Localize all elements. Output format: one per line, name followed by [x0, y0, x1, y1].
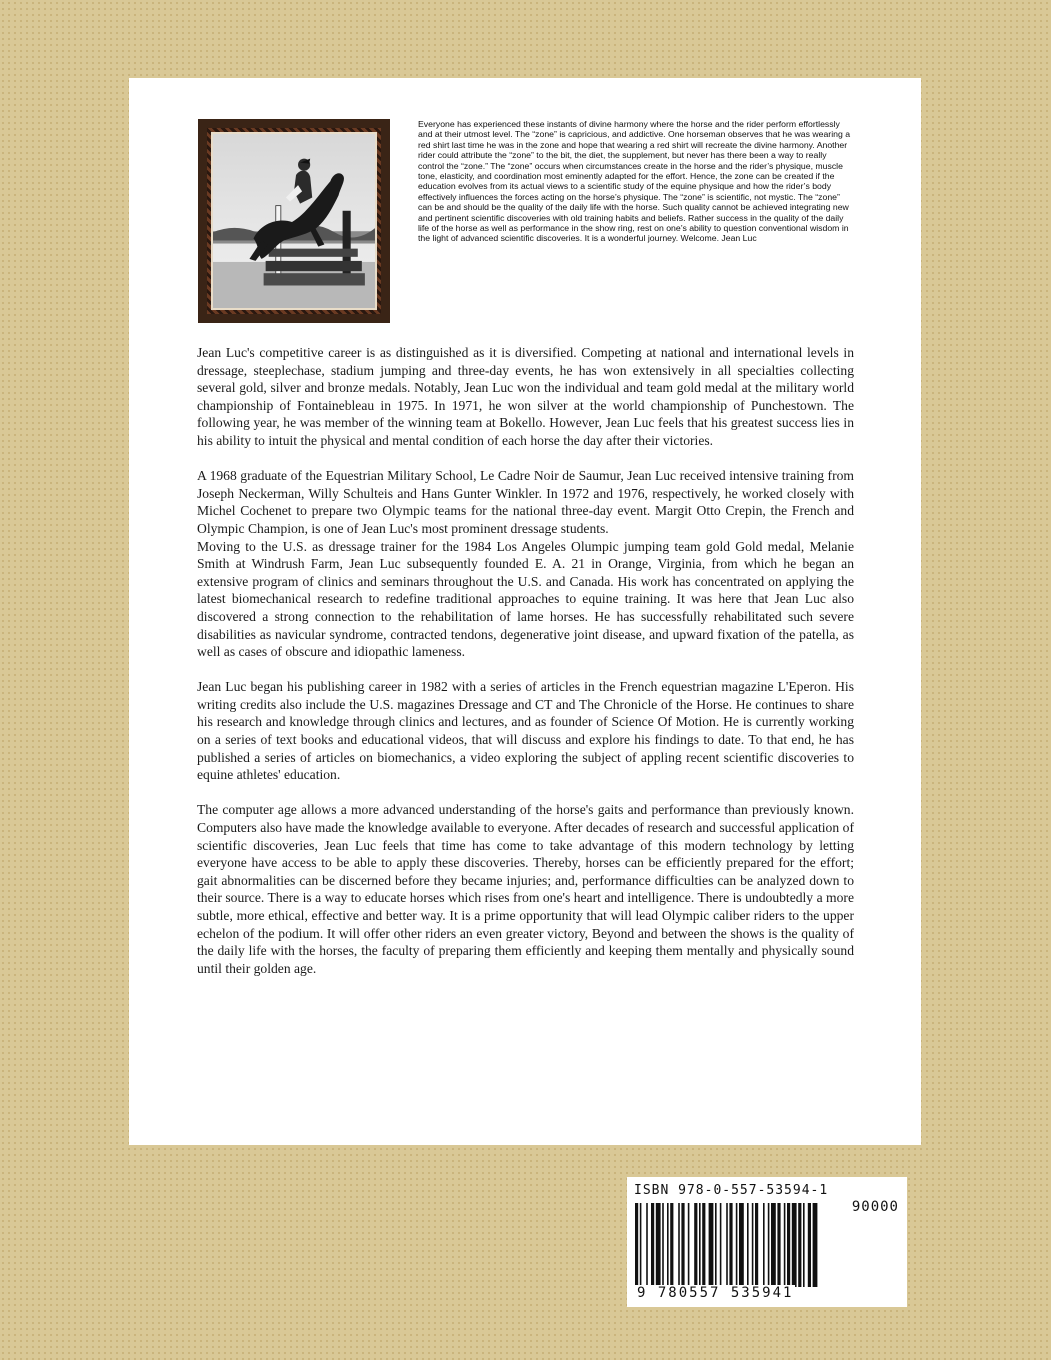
barcode-bar — [736, 1203, 738, 1287]
barcode-bar — [656, 1203, 661, 1287]
barcode-bar — [667, 1203, 669, 1287]
barcode-bars — [635, 1203, 891, 1287]
barcode-bar — [726, 1203, 728, 1287]
barcode-bar — [715, 1203, 717, 1287]
barcode-bar — [803, 1203, 805, 1287]
barcode-bar — [699, 1203, 701, 1287]
barcode-bar — [640, 1203, 642, 1287]
biography — [197, 344, 854, 995]
photo — [211, 132, 377, 310]
barcode-bar — [688, 1203, 690, 1287]
barcode-bar — [755, 1203, 758, 1287]
barcode-bar — [752, 1203, 754, 1287]
barcode-bar — [720, 1203, 722, 1287]
barcode-bar — [777, 1203, 780, 1287]
barcode-bar — [784, 1203, 786, 1287]
barcode-bar — [694, 1203, 697, 1287]
price-code: 90000 — [851, 1199, 899, 1215]
paragraph-us-career: Moving to the U.S. as dressage trainer for the 1984 Los Angeles Olumpic jumping team gold Gold medal, Melanie Smith at Windrush Farm, Jean Luc subsequently founded E. A. 21 in Orange, Virginia, from which he began an extensive program of clinics and seminars throughout the U.S. and Canada. His work has concentrated on applying the latest biomechanical research to redefine traditional approaches to equine training. It was here that Jean Luc also discovered a strong connection to the rehabilitation of lame horses. He has successfully rehabilitated such severe disabilities as navicular syndrome, contracted tendons, degenerative joint disease, and upward fixation of the patella, as well as cases of obscure and idiopathic lameness. — [197, 538, 854, 660]
horse-jumping-photo-icon — [213, 134, 375, 308]
isbn-barcode — [627, 1177, 907, 1307]
barcode-bar — [787, 1203, 790, 1287]
barcode-bar — [798, 1203, 801, 1287]
barcode-bar — [729, 1203, 732, 1287]
isbn-digits: 9 780557 535941 — [637, 1285, 794, 1301]
barcode-bar — [747, 1203, 749, 1287]
photo-frame — [198, 119, 390, 323]
barcode-bar — [681, 1203, 684, 1287]
paragraph-competitive-career: Jean Luc's competitive career is as distinguished as it is diversified. Competing at national and international levels in dressage, steeplechase, stadium jumping and three-day events, he has won extensively in all specialties collecting several gold, silver and bronze medals. Notably, Jean Luc won the individual and team gold medal at the military world championship of Fontainebleau in 1975. In 1971, he won silver at the world championship of Punchestown. The following year, he was member of the winning team at Bokello. However, Jean Luc feels that his greatest success lies in his ability to intuit the physical and mental condition of each horse the day after their victories. — [197, 345, 854, 448]
barcode-bar — [662, 1203, 664, 1287]
barcode-bar — [646, 1203, 648, 1287]
barcode-bar — [763, 1203, 765, 1287]
barcode-bar — [792, 1203, 797, 1287]
barcode-bar — [771, 1203, 776, 1287]
paragraph-computer-age: The computer age allows a more advanced understanding of the horse's gaits and performance than previously known. Computers also have made the knowledge available to everyone. After decades of research and successful application of scientific discoveries, Jean Luc feels that time has come to take advantage of this modern technology by letting everyone have access to be able to apply these discoveries. Thereby, horses can be efficiently prepared for the effort; gait abnormalities can be discerned before they became injuries; and, performance difficulties can be analyzed down to their source. There is a way to educate horses which rises from one's heart and intelligence. There is undoubtedly a more subtle, more ethical, effective and better way. It is a prime opportunity that will lead Olympic caliber riders to the upper echelon of the podium. It will offer other riders an even greater victory, Beyond and between the shows is the quality of the daily life with the horses, the faculty of preparing them efficiently and keeping them mentally and physically sound until their golden age. — [197, 802, 854, 976]
author-quote: Everyone has experienced these instants of divine harmony where the horse and the rider perform effortlessly and at their utmost level. The “zone” is capricious, and addictive. One horseman observes that he was wearing a red shirt last time he was in the zone and hope that wearing a red shirt will recreate the divine harmony. Another rider could attribute the “zone” to the bit, the diet, the supplement, but never has there been a way to really control the “zone.” The “zone” occurs when circumstances create in the horse and the rider’s physique, muscle tone, elasticity, and coordination most eminently adapted for the effort. Hence, the zone can be created if the education evolves from its actual views to a scientific study of the equine physique and how the rider’s body effectively influences the forces acting on the horse’s physique. The “zone” is scientific, not mystic. The “zone” can be and should be the quality of the daily life with the horse. Such quality cannot be achieved integrating new and pertinent scientific discoveries with old training habits and beliefs. Rather success in the quality of the daily life of the horse as well as performance in the show ring, rest on one’s ability to question conventional wisdom in the light of advanced scientific discoveries. It is a wonderful journey. Welcome. Jean Luc — [418, 119, 851, 244]
paragraph-publishing: Jean Luc began his publishing career in 1982 with a series of articles in the French equestrian magazine L'Eperon. His writing credits also include the U.S. magazines Dressage and CT and The Chronicle of the Horse. He continues to share his research and knowledge through clinics and lectures, and as founder of Science Of Motion. He is currently working on a series of text books and educational videos, that will discuss and explore his findings to date. To that end, he has published a series of articles on biomechanics, a video exploring the subject of appling recent scientific discoveries to equine athletes' education. — [197, 679, 854, 783]
barcode-bar — [813, 1203, 818, 1287]
barcode-bar — [702, 1203, 705, 1287]
barcode-bar — [808, 1203, 811, 1287]
barcode-bar — [709, 1203, 714, 1287]
barcode-bar — [739, 1203, 744, 1287]
barcode-bar — [670, 1203, 673, 1287]
barcode-bar — [768, 1203, 770, 1287]
barcode-bar — [678, 1203, 680, 1287]
barcode-bar — [635, 1203, 638, 1287]
barcode-bar — [651, 1203, 654, 1287]
isbn-label: ISBN 978-0-557-53594-1 — [634, 1183, 829, 1198]
paragraph-education: A 1968 graduate of the Equestrian Military School, Le Cadre Noir de Saumur, Jean Luc received intensive training from Joseph Neckerman, Willy Schulteis and Hans Gunter Winkler. In 1972 and 1976, respectively, he worked closely with Michel Cochenet to prepare two Olympic teams for the national three-day event. Margit Otto Crepin, the French and Olympic Champion, is one of Jean Luc's most prominent dressage students. — [197, 468, 854, 536]
